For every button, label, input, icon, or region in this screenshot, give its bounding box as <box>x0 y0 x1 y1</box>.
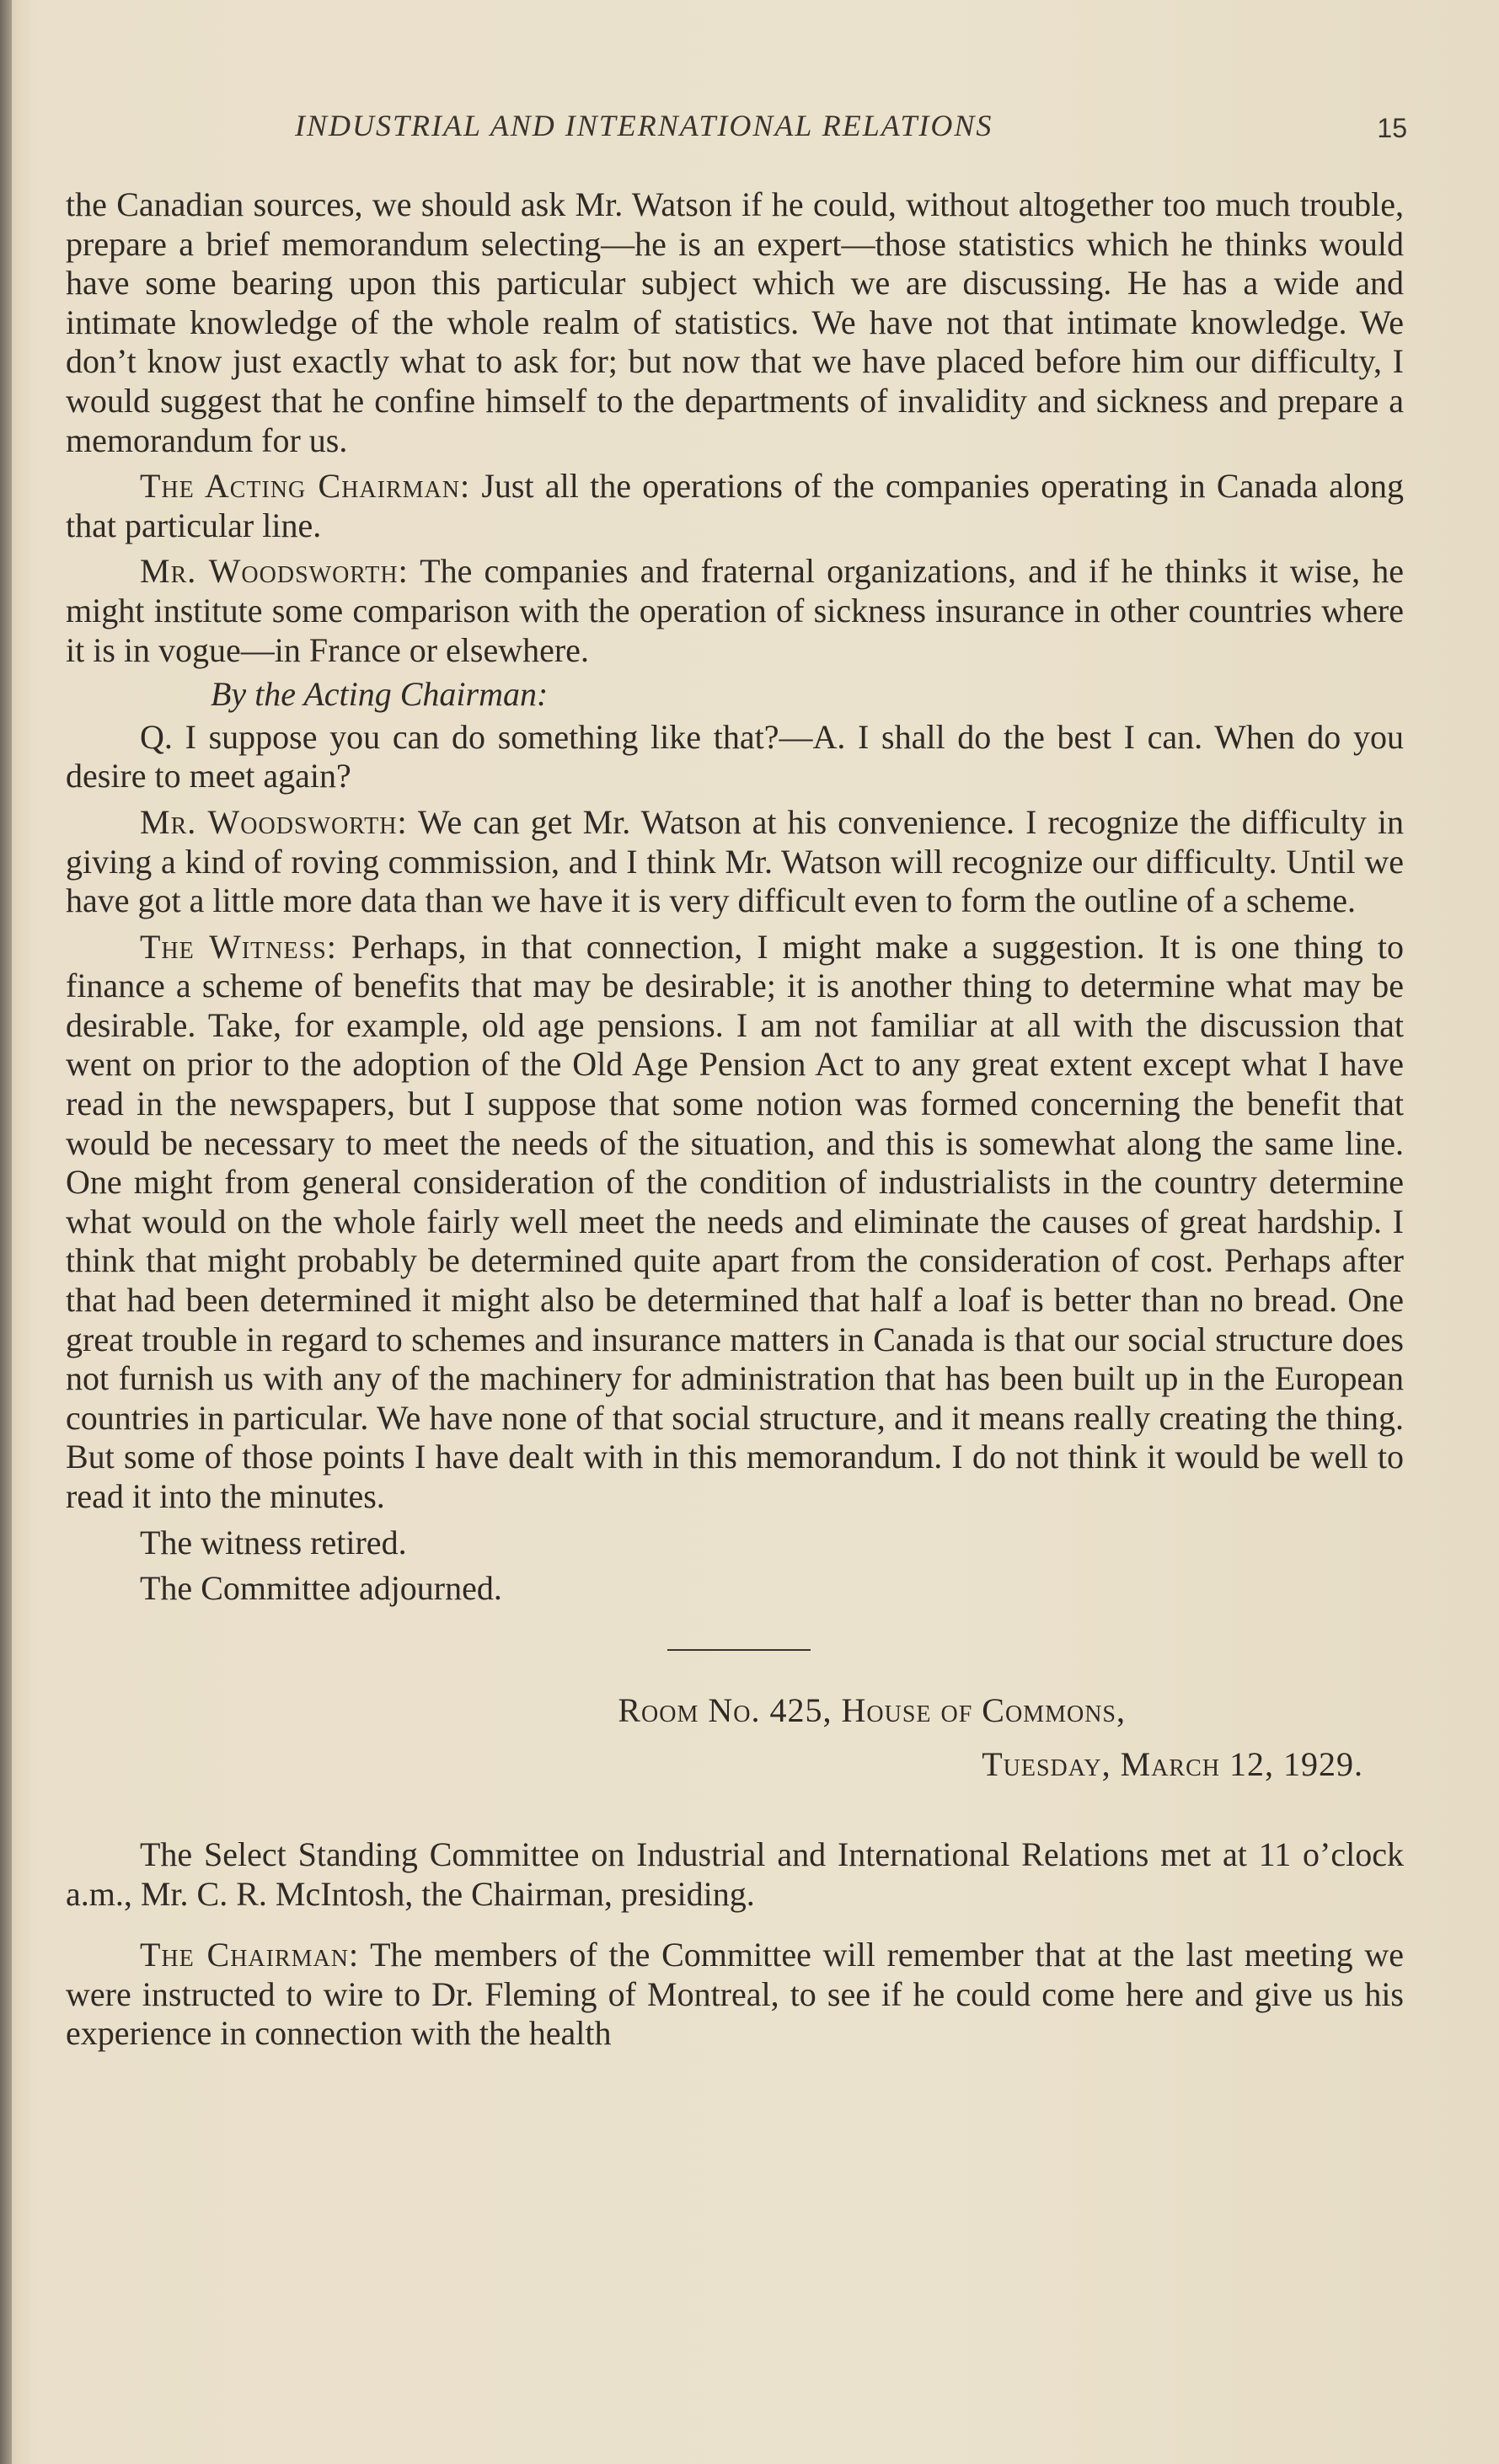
paragraph-woodsworth-1 <box>66 552 1404 670</box>
speaker-label: Mr. Woodsworth: <box>140 552 409 591</box>
speaker-label: The Witness: <box>140 927 337 966</box>
binding-edge <box>0 0 12 2464</box>
speaker-label: The Acting Chairman: <box>140 467 471 506</box>
committee-adjourned: The Committee adjourned. <box>140 1569 502 1608</box>
paragraph-text: We can get Mr. Watson at his convenience. I recognize the difficulty in giving a kind of roving commission, and I think Mr. Watson will recognize our difficulty. Until we have got a little more data than we have it is very difficult even to form the outline of a scheme. <box>66 802 1405 920</box>
examination-subhead: By the Acting Chairman: <box>211 675 549 714</box>
paragraph-text: The members of the Committee will remember that at the last meeting we were instructed to wire to Dr. Fleming of Montreal, to see if he could come here and give us his experience in connection with the health <box>66 1936 1404 2053</box>
section-divider <box>667 1649 811 1651</box>
page-header <box>295 108 1407 158</box>
speaker-label: The Chairman: <box>140 1936 360 1974</box>
witness-retired: The witness retired. <box>140 1523 407 1561</box>
paragraph-woodsworth-2 <box>66 803 1404 921</box>
paragraph-acting-chairman <box>66 467 1404 545</box>
paragraph-text: Just all the operations of the companies operating in Canada along that particular line. <box>66 467 1404 544</box>
paragraph-witness <box>66 928 1404 1517</box>
page-number: 15 <box>1377 113 1407 143</box>
paragraph-continuation: the Canadian sources, we should ask Mr. Watson if he could, without altogether too much trouble, prepare a brief memorandum selecting—he is an expert—those statistics which he thinks would have some bearing upon this particular subject which we are discussing. He has a wide and intimate knowledge of the whole realm of statistics. We have not that intimate knowledge. We don’t know just exactly what to ask for; but now that we have placed before him our difficulty, I would suggest that he confine himself to the departments of invalidity and sickness and prepare a memorandum for us. <box>66 185 1404 459</box>
meeting-location: Room No. 425, House of Commons, <box>618 1690 1126 1729</box>
speaker-label: Mr. Woodsworth: <box>140 802 408 841</box>
running-head: INDUSTRIAL AND INTERNATIONAL RELATIONS <box>295 109 993 142</box>
body-text <box>66 185 1404 2054</box>
paragraph-minutes-opening: The Select Standing Committee on Industrial and International Relations met at 11 o’clock a.m., Mr. C. R. McIntosh, the Chairman, presiding. <box>66 1835 1404 1913</box>
meeting-date: Tuesday, March 12, 1929. <box>982 1745 1363 1784</box>
paragraph-question: Q. I suppose you can do something like that?—A. I shall do the best I can. When do you desire to meet again? <box>66 717 1404 795</box>
paragraph-text: The companies and fraternal organizations, and if he thinks it wise, he might institute some comparison with the operation of sickness insurance in other countries where it is in vogue—in France or elsewhere. <box>66 552 1404 669</box>
paragraph-text: Perhaps, in that connection, I might make a suggestion. It is one thing to finance a scheme of benefits that may be desirable; it is another thing to determine what may be desirable. Take, for example, old age pensions. I am not familiar at all with the discussion that went on prior to the adoption of the Old Age Pension Act to any great extent except what I have read in the newspapers, but I suppose that some notion was formed concerning the benefit that would be necessary to meet the needs of the situation, and this is somewhat along the same line. One might from general consideration of the condition of industrialists in the country determine what would on the whole fairly well meet the needs and eliminate the causes of great hardship. I think that might probably be determined quite apart from the consideration of cost. Perhaps after that had been determined it might also be determined that half a loaf is better than no bread. One great trouble in regard to schemes and insurance matters in Canada is that our social structure does not furnish us with any of the machinery for administration that has been built up in the European countries in particular. We have none of that social structure, and it means really creating the thing. But some of those points I have dealt with in this memorandum. I do not think it would be well to read it into the minutes. <box>66 927 1404 1515</box>
paragraph-chairman <box>66 1936 1404 2054</box>
